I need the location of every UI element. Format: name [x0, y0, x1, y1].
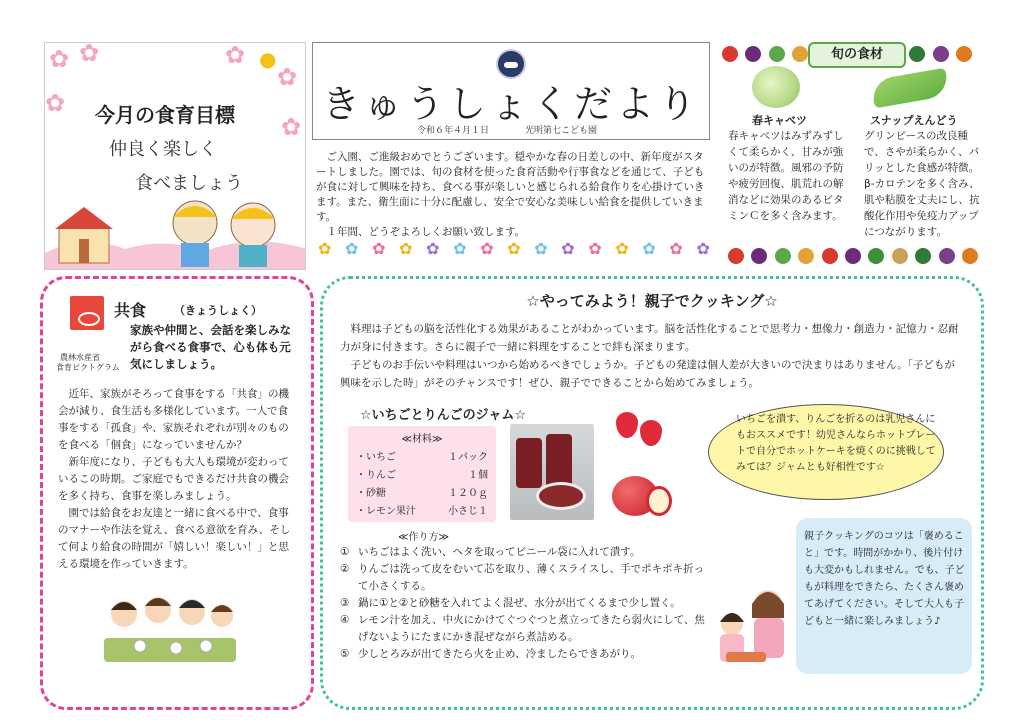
vegetable-icon	[868, 248, 884, 264]
ingredient-row	[356, 502, 488, 517]
recipe-step	[340, 544, 706, 561]
intro-paragraph: ご入園、ご進級おめでとうございます。穏やかな春の日差しの中、新年度がスタートしました。園では、旬の食材を使った食育活動や行事食などを通じて、子どもが食に対して興味を持ち、食べる事が楽しいと感じられる給食作りを心掛けていきます。また、衛生面に十分に配慮し、安全で安心な美味しい給食を提供していきます。	[316, 151, 705, 223]
vegetable-icon	[845, 248, 861, 264]
kyoshoku-title: 共食	[114, 301, 147, 320]
step-text: いちごはよく洗い、ヘタを取ってビニール袋に入れて潰す。	[358, 546, 641, 558]
vegetable-icon	[775, 248, 791, 264]
step-text: 少しとろみが出てきたら火を止め、冷ましたらできあがり。	[358, 648, 641, 660]
kyoshoku-paragraph: 新年度になり、子どもも大人も環境が変わっているこの時期。ご家庭でもできるだけ共食の機会を多く持ち、食事を楽しみましょう。	[58, 456, 289, 502]
vegetable-icon	[892, 248, 908, 264]
cherry-blossom-icon: ✿	[225, 42, 246, 69]
kyoshoku-paragraph: 園では給食をお友達と一緒に食べる中で、食事のマナーや作法を覚え、食べる意欲を育み、そして何より給食の時間が「嬉しい！楽しい！」と思える環境を作っていきます。	[58, 507, 291, 570]
jam-bowl	[536, 482, 586, 510]
kyoshoku-body	[58, 386, 298, 573]
cabbage-heading: 春キャベツ	[752, 114, 807, 127]
cabbage-icon	[752, 66, 800, 108]
vegetable-row-bottom	[728, 248, 978, 264]
vegetable-icon	[751, 248, 767, 264]
ingredient-row	[356, 466, 488, 481]
ingredient-amount: １個	[468, 470, 488, 481]
jam-jar	[546, 434, 572, 488]
cooking-title: ☆やってみよう！親子でクッキング☆	[526, 292, 778, 310]
ingredient-name: ・レモン果汁	[356, 506, 416, 517]
jam-photo	[510, 424, 594, 520]
flower-icon: ✿	[561, 239, 575, 258]
snap-pea-icon	[870, 68, 950, 109]
recipe-title: ☆いちごとりんごのジャム☆	[360, 408, 527, 423]
flower-icon: ✿	[399, 239, 413, 258]
steps-header: ≪作り方≫	[398, 532, 449, 543]
cabbage-description: 春キャベツはみずみずしくて柔らかく、甘みが強いのが特徴。風邪の予防や疲労回復、肌荒れの解消などに効果のあるビタミンＣを多く含みます。	[728, 130, 844, 222]
recipe-step	[340, 561, 706, 595]
cooking-intro	[340, 320, 960, 392]
vegetable-icon	[822, 248, 838, 264]
pictogram-caption: 農林水産省	[60, 353, 100, 362]
ingredient-amount: 小さじ１	[448, 506, 488, 517]
shared-meal-pictogram-icon	[70, 296, 104, 330]
goal-title: 今月の食育目標	[95, 103, 235, 127]
step-number: ①	[340, 546, 350, 558]
snap-pea-description: グリンピースの改良種で、さやが柔らかく、パリッとした食感が特徴。β-カロテンを多く含み、肌や粘膜を丈夫にし、抗酸化作用や免疫力アップにつながります。	[864, 130, 980, 238]
cooking-intro-paragraph: 子どものお手伝いや料理はいつから始めるべきでしょうか。子どもの発達は個人差が大きいので決まりはありません。「子どもが興味を示した時」がそのチャンスです！ぜひ、親子でできることから始めてみましょう。	[340, 359, 955, 389]
step-text: レモン汁を加え、中火にかけてぐつぐつと煮立ってきたら弱火にして、焦げないようにたまにかき混ぜながら煮詰める。	[358, 614, 705, 643]
vegetable-icon	[933, 46, 949, 62]
vegetable-icon	[939, 248, 955, 264]
cooking-intro-paragraph: 料理は子どもの脳を活性化する効果があることがわかっています。脳を活性化することで思考力・想像力・創造力・記憶力・忍耐力が身に付きます。さらに親子で一緒に料理をすることで絆も深まります。	[340, 323, 959, 353]
step-text: りんごは洗って皮をむいて芯を取り、薄くスライスし、手でポキポキ折って小さくする。	[358, 563, 705, 592]
monthly-goal-box	[44, 42, 306, 270]
parent-child-cooking-illustration	[708, 584, 798, 670]
flower-icon: ✿	[453, 239, 467, 258]
step-number: ④	[340, 614, 350, 626]
cherry-blossom-icon: ✿	[45, 89, 66, 117]
cooking-tips-text: 親子クッキングのコツは「褒めること」です。時間がかかり、後片付けも大変かもしれません。でも、子どもが料理をできたら、たくさん褒めてあげてください。そして大人も子どもと一緒に楽しみましょう♪	[804, 531, 965, 627]
step-number: ②	[340, 563, 350, 575]
recipe-steps	[340, 544, 706, 663]
bird-icon: ●	[259, 47, 277, 71]
step-number: ③	[340, 597, 350, 609]
recipe-step	[340, 646, 706, 663]
vegetable-icon	[909, 46, 925, 62]
vegetable-icon	[728, 248, 744, 264]
ingredient-amount: １パック	[448, 452, 488, 463]
ingredient-name: ・砂糖	[356, 488, 386, 499]
recipe-step	[340, 612, 706, 646]
ingredients-header: ≪材料≫	[401, 434, 443, 445]
family-meal-illustration	[100, 588, 240, 666]
vegetable-icon	[722, 46, 738, 62]
intro-message	[316, 150, 710, 240]
vegetable-icon	[962, 248, 978, 264]
kids-illustration	[45, 193, 306, 270]
seasonal-food-tag: 旬の食材	[808, 42, 906, 68]
flower-decoration	[318, 238, 710, 260]
step-text: 鍋に①と②と砂糖を入れてよく混ぜ、水分が出てくるまで少し置く。	[358, 597, 681, 609]
kyoshoku-reading: （きょうしょく）	[174, 304, 262, 317]
ingredient-name: ・りんご	[356, 470, 396, 481]
kyoshoku-paragraph: 近年、家族がそろって食事をする「共食」の機会が減り、食生活も多様化しています。一人で食事をする「孤食」や、家族それぞれが別々のものを食べる「個食」になっていませんか？	[58, 388, 289, 451]
flower-icon: ✿	[534, 239, 548, 258]
speech-bubble-text: いちごを潰す、りんごを折るのは乳児さんにもおススメです！幼児さんならホットプレートで自分でホットケーキを焼くのに挑戦してみては？ジャムとも好相性です☆	[736, 414, 936, 473]
flower-icon: ✿	[669, 239, 683, 258]
vegetable-icon	[745, 46, 761, 62]
flower-icon: ✿	[426, 239, 440, 258]
flower-icon: ✿	[642, 239, 656, 258]
kyoshoku-tagline: 家族や仲間と、会話を楽しみながら食べる食事で、心も体も元気にしましょう。	[130, 323, 291, 371]
vegetable-icon	[792, 46, 808, 62]
flower-icon: ✿	[480, 239, 494, 258]
goal-line-1: 仲良く楽しく	[109, 139, 217, 160]
apple-slice-icon	[646, 486, 672, 516]
snap-pea-heading: スナップえんどう	[870, 114, 958, 127]
step-number: ⑤	[340, 648, 350, 660]
ingredient-name: ・いちご	[356, 452, 396, 463]
ingredient-amount: １２０ｇ	[448, 488, 488, 499]
pictogram-caption: 食育ピクトグラム	[56, 363, 120, 372]
cherry-blossom-icon: ✿	[79, 42, 100, 67]
page-title: きゅうしょくだより	[321, 82, 700, 126]
flower-icon: ✿	[588, 239, 602, 258]
flower-icon: ✿	[696, 239, 710, 258]
vegetable-icon	[956, 46, 972, 62]
flower-icon: ✿	[345, 239, 359, 258]
school-name: 光明第七こども園	[525, 126, 598, 136]
ingredient-row	[356, 448, 488, 463]
flower-icon: ✿	[507, 239, 521, 258]
intro-paragraph: １年間、どうぞよろしくお願い致します。	[326, 226, 526, 238]
ingredient-row	[356, 484, 488, 499]
jam-jar	[516, 438, 542, 488]
flower-icon: ✿	[372, 239, 386, 258]
cherry-blossom-icon: ✿	[49, 45, 70, 73]
recipe-step	[340, 595, 706, 612]
issue-date: 令和６年４月１日	[417, 126, 490, 136]
vegetable-icon	[798, 248, 814, 264]
goal-line-2: 食べましょう	[135, 173, 243, 194]
flower-icon: ✿	[615, 239, 629, 258]
vegetable-icon	[915, 248, 931, 264]
flower-icon: ✿	[318, 239, 332, 258]
newsletter-header	[312, 42, 710, 140]
cherry-blossom-icon: ✿	[277, 63, 298, 91]
cherry-blossom-icon: ✿	[281, 113, 302, 141]
vegetable-icon	[769, 46, 785, 62]
